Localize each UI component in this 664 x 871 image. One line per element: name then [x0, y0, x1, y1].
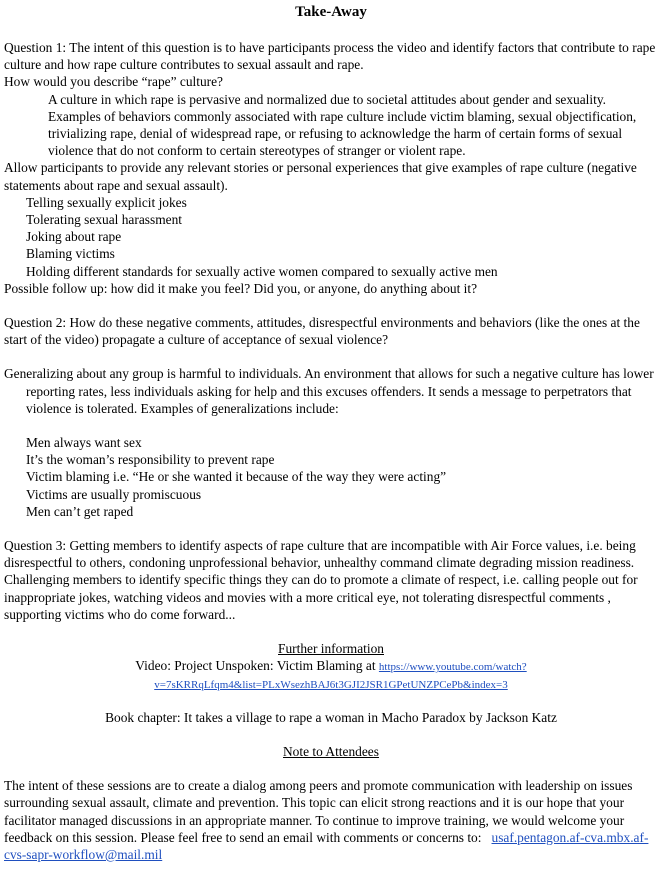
further-information-heading: Further information — [278, 641, 384, 657]
list-item: Blaming victims — [26, 246, 115, 262]
question-3-text: Question 3: Getting members to identify aspects of rape culture that are incompatible with Air Force values, i.e. being disrespectful to others, condoning unprofessional behavior, unhealthy command climate degrading mission readiness. Challenging members to identify specific things they can do to promote a climate of respect, i.e. calling people out for inappropriate jokes, watching videos and movies with a more critical eye, not tolerating disrespectful comments , supporting victims who do come forward... — [4, 538, 638, 622]
feedback-email-link[interactable]: usaf.pentagon.af-cva.mbx.af-cvs-sapr-workflow@mail.mil — [4, 829, 649, 862]
video-label: Video: Project Unspoken: Victim Blaming at — [135, 658, 376, 674]
video-reference — [4, 657, 658, 691]
document — [4, 2, 658, 863]
list-item: Telling sexually explicit jokes — [26, 194, 187, 210]
question-1-examples — [4, 194, 658, 280]
list-item: Joking about rape — [26, 229, 122, 245]
list-item: Victims are usually promiscuous — [26, 486, 202, 502]
list-item: Victim blaming i.e. “He or she wanted it because of the way they were acting” — [26, 469, 447, 485]
list-item: Holding different standards for sexually active women compared to sexually active men — [26, 263, 498, 279]
list-item: It’s the woman’s responsibility to prevent rape — [26, 452, 275, 468]
question-2-intro: Question 2: How do these negative comments, attitudes, disrespectful environments and behaviors (like the ones at the start of the video) propagate a culture of acceptance of sexual violence? — [4, 315, 640, 348]
video-link-part-2[interactable]: v=7sKRRqLfqm4&list=PLxWsezhBAJ6t3GJI2JSR1GPetUNZPCePb&index=3 — [154, 678, 508, 691]
page-title: Take-Away — [295, 4, 367, 20]
list-item: Men always want sex — [26, 435, 142, 451]
question-1-follow-up: Possible follow up: how did it make you feel? Did you, or anyone, do anything about it? — [4, 280, 478, 296]
book-reference: Book chapter: It takes a village to rape a woman in Macho Paradox by Jackson Katz — [105, 709, 557, 725]
rape-culture-definition: A culture in which rape is pervasive and normalized due to societal attitudes about gender and sexuality. Examples of behaviors commonly associated with rape culture include victim blaming, sexual objectification, trivializing rape, denial of widespread rape, or refusing to acknowledge the harm of certain forms of sexual violence that do not conform to certain stereotypes of stranger or violent rape. — [48, 91, 637, 159]
video-link-part-1[interactable]: https://www.youtube.com/watch? — [378, 661, 527, 674]
list-item: Men can’t get raped — [26, 503, 134, 519]
question-1-prompt: How would you describe “rape” culture? — [4, 74, 223, 90]
note-body — [4, 777, 658, 863]
question-1-intro: Question 1: The intent of this question is to have participants process the video and identify factors that contribute to rape culture and how rape culture contributes to sexual assault and rape. — [4, 40, 656, 73]
note-heading: Note to Attendees — [283, 743, 379, 759]
generalization-examples — [4, 434, 658, 520]
list-item: Tolerating sexual harassment — [26, 212, 182, 228]
generalizing-paragraph: Generalizing about any group is harmful to individuals. An environment that allows for such a negative culture has lower reporting rates, less individuals asking for help and this excuses offenders. It sends a message to perpetrators that violence is tolerated. Examples of generalizations include: — [4, 366, 654, 416]
note-text: The intent of these sessions are to create a dialog among peers and promote communication with leadership on issues surrounding sexual assault, climate and prevention. This topic can elicit strong reactions and it is our hope that your facilitator managed discussions in an appropriate manner. To continue to improve training, we would welcome your feedback on this session. Please feel free to send an email with comments or concerns to: — [4, 778, 633, 845]
question-1-allow: Allow participants to provide any relevant stories or personal experiences that give examples of rape culture (negative statements about rape and sexual assault). — [4, 160, 637, 193]
